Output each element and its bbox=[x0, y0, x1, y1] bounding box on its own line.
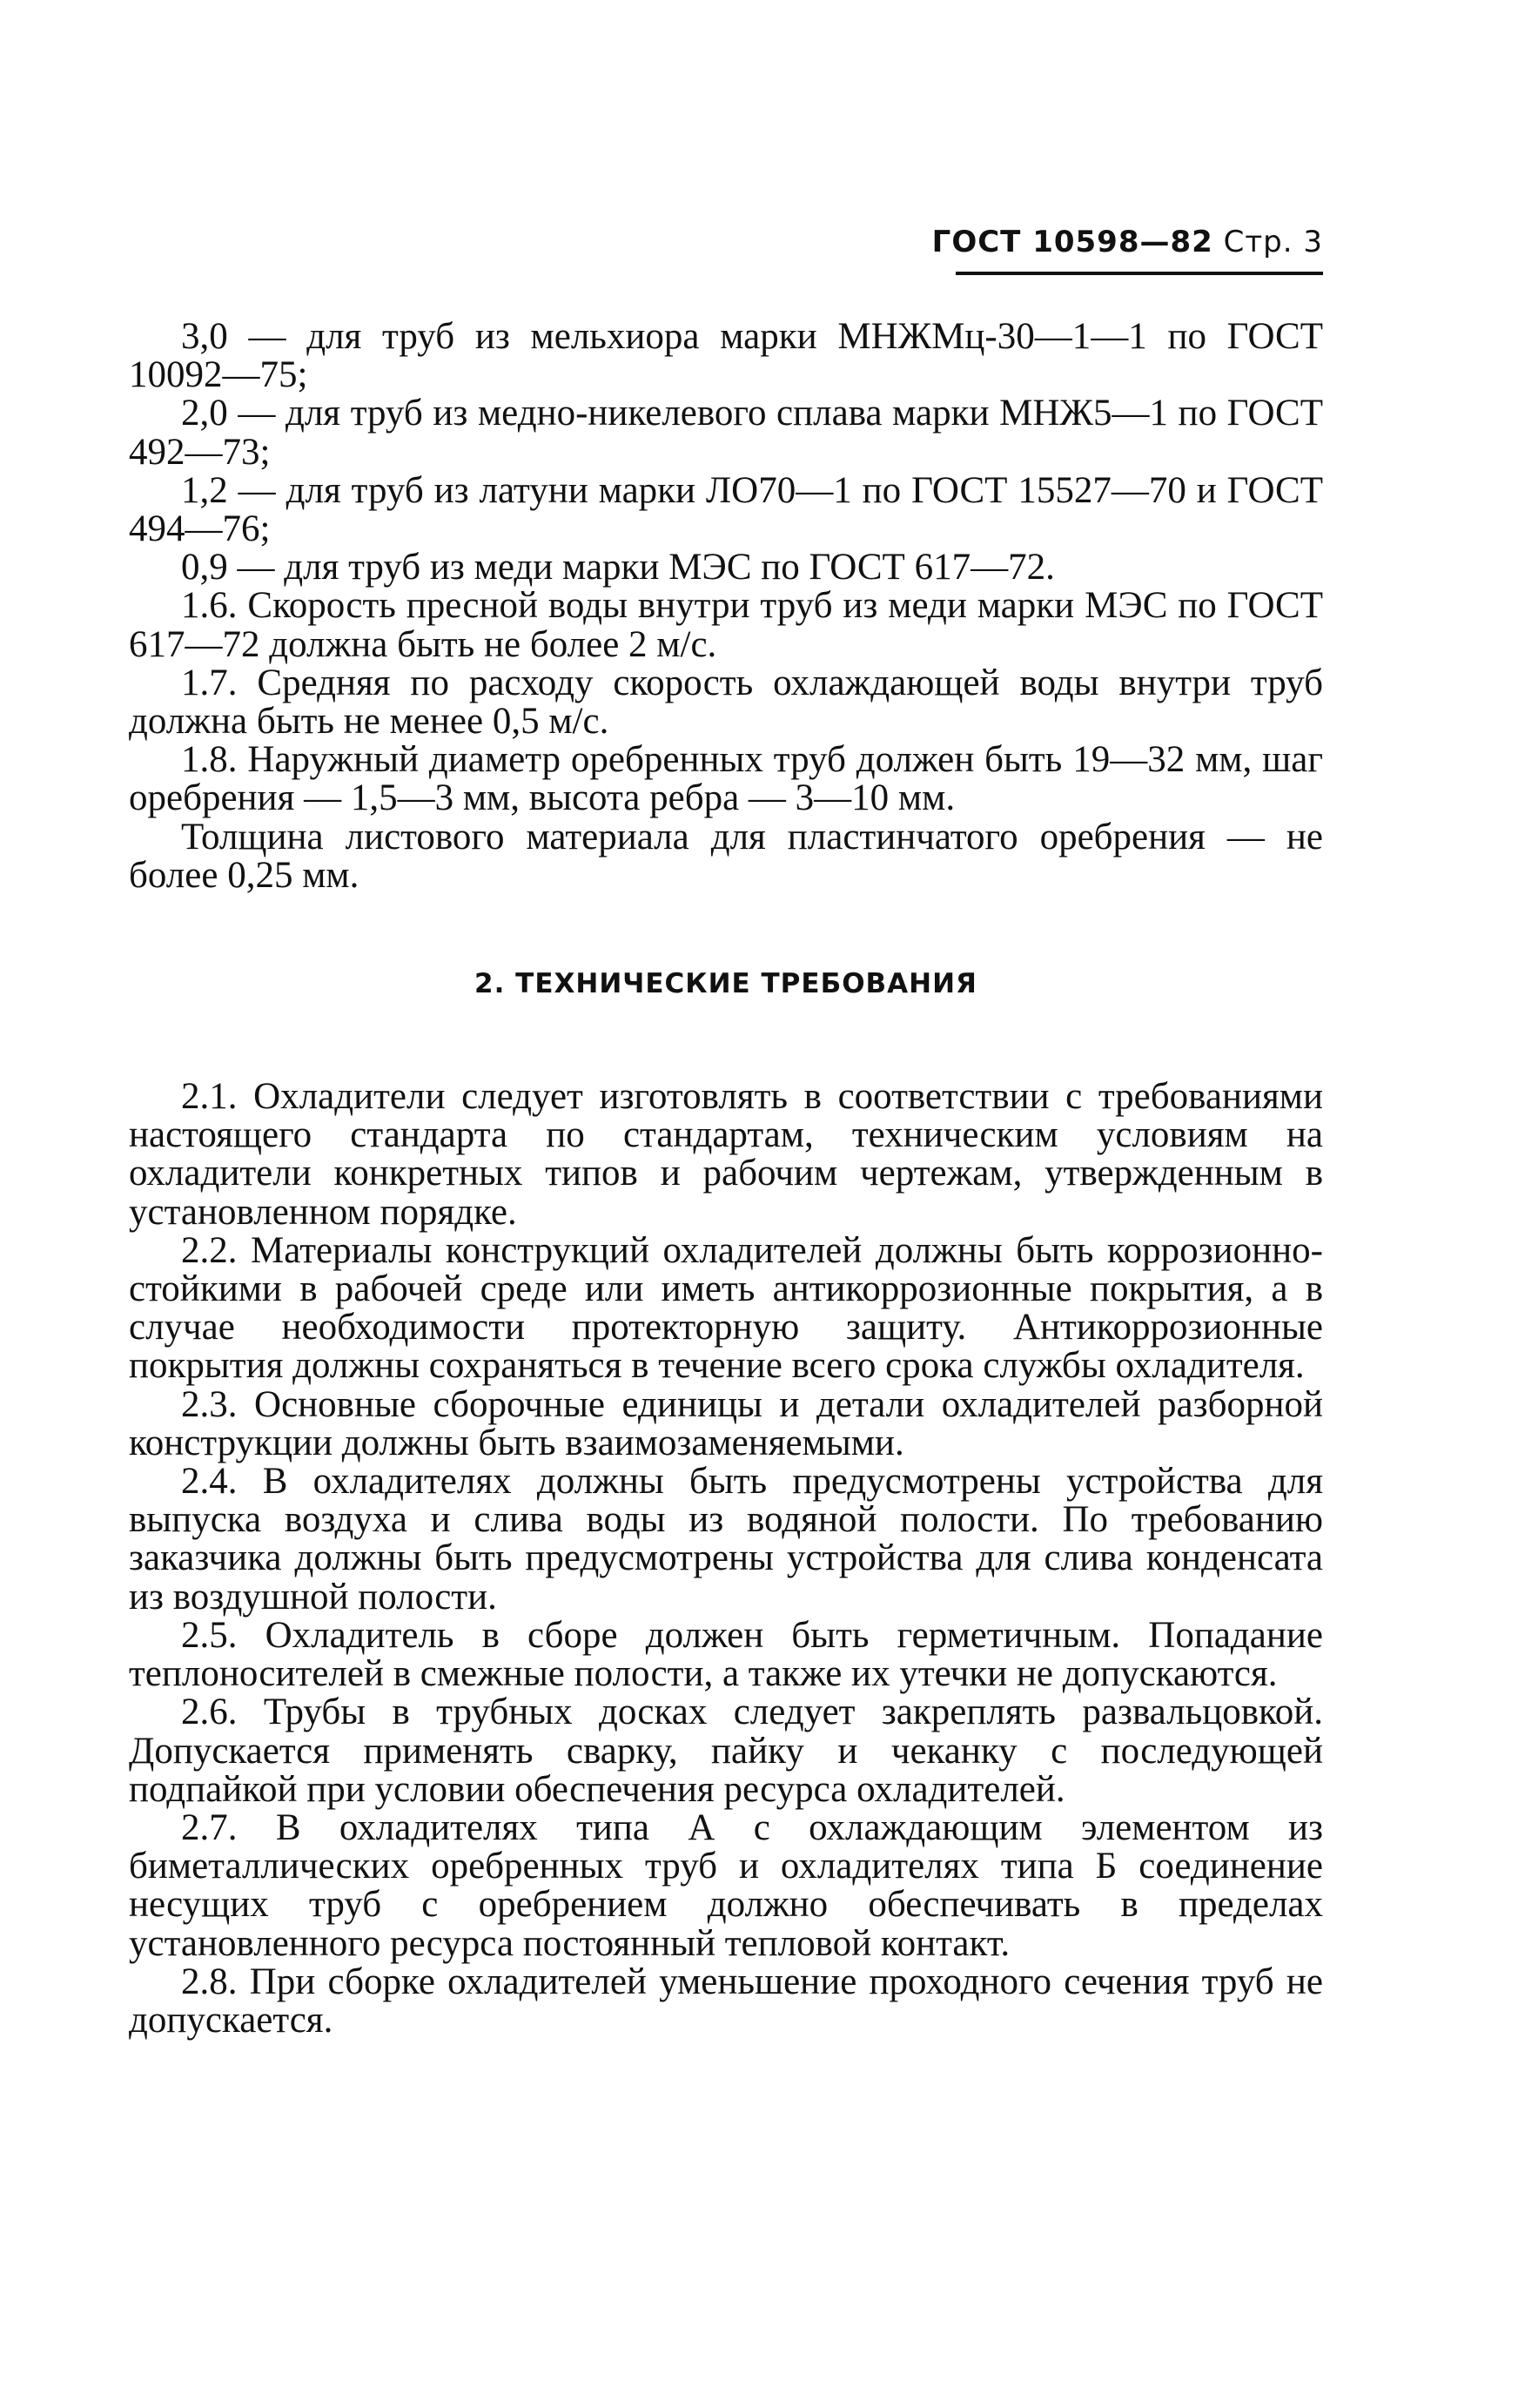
page-header bbox=[923, 225, 1323, 259]
paragraph: 0,9 — для труб из меди марки МЭС по ГОСТ 617—72. bbox=[181, 547, 1055, 589]
paragraph: 2,0 — для труб из медно-никелевого сплава марки МНЖ5—1 по ГОСТ 492—73; bbox=[129, 393, 1323, 473]
paragraph: 2.8. При сборке охладителей уменьшение проходного сечения труб не допускается. bbox=[129, 1961, 1323, 2041]
document-body bbox=[129, 318, 1323, 2040]
page-number: Стр. 3 bbox=[1223, 225, 1323, 259]
paragraph: 2.1. Охладители следует изготовлять в соответствии с требованиями настоящего стандарта по стандартам, техническим условиям на охладители конкретных типов и рабочим чертежам, утвержденным в установленном порядке. bbox=[129, 1076, 1323, 1233]
paragraph: 2.4. В охладителях должны быть предусмотрены устройства для выпуска воздуха и слива воды из водяной полости. По требованию заказчика должны быть предусмотрены устройства для слива конденсата из воздушной полости. bbox=[129, 1461, 1323, 1618]
paragraph: 1.8. Наружный диаметр оребренных труб должен быть 19—32 мм, шаг оребрения — 1,5—3 мм, высота ребра — 3—10 мм. bbox=[129, 739, 1323, 819]
paragraph: 2.5. Охладитель в сборе должен быть герметичным. Попадание теплоносителей в смежные полости, а также их утечки не допускаются. bbox=[129, 1614, 1323, 1695]
paragraph: 1.7. Средняя по расходу скорость охлаждающей воды внутри труб должна быть не менее 0,5 м/с. bbox=[129, 662, 1323, 743]
paragraph: Толщина листового материала для пластинчатого оребрения — не более 0,25 мм. bbox=[129, 816, 1323, 896]
header-divider bbox=[956, 272, 1323, 275]
paragraph: 3,0 — для труб из мельхиора марки МНЖМц-30—1—1 по ГОСТ 10092—75; bbox=[129, 316, 1323, 396]
paragraph: 1,2 — для труб из латуни марки ЛО70—1 по ГОСТ 15527—70 и ГОСТ 494—76; bbox=[129, 469, 1323, 550]
paragraph: 2.7. В охладителях типа А с охлаждающим элементом из биметаллических оребренных труб и охладителях типа Б соединение несущих труб с оребрением должно обеспечивать в пределах установленного ресурса постоянный тепловой контакт. bbox=[129, 1806, 1323, 1964]
standard-number: ГОСТ 10598—82 bbox=[931, 225, 1213, 259]
paragraph: 2.3. Основные сборочные единицы и детали охладителей разборной конструкции должны быть взаимозаменяемыми. bbox=[129, 1383, 1323, 1463]
paragraph: 1.6. Скорость пресной воды внутри труб из меди марки МЭС по ГОСТ 617—72 должна быть не более 2 м/с. bbox=[129, 585, 1323, 665]
paragraph: 2.2. Материалы конструкций охладителей должны быть коррозионно-стойкими в рабочей среде или иметь антикоррозионные покрытия, а в случае необходимости протекторную защиту. Антикоррозионные покрытия должны сохраняться в течение всего срока службы охладителя. bbox=[129, 1229, 1323, 1387]
section-title: 2. ТЕХНИЧЕСКИЕ ТРЕБОВАНИЯ bbox=[474, 968, 977, 1000]
paragraph: 2.6. Трубы в трубных досках следует закреплять развальцовкой. Допускается применять сварку, пайку и чеканку с последующей подпайкой при условии обеспечения ресурса охладителей. bbox=[129, 1692, 1323, 1810]
